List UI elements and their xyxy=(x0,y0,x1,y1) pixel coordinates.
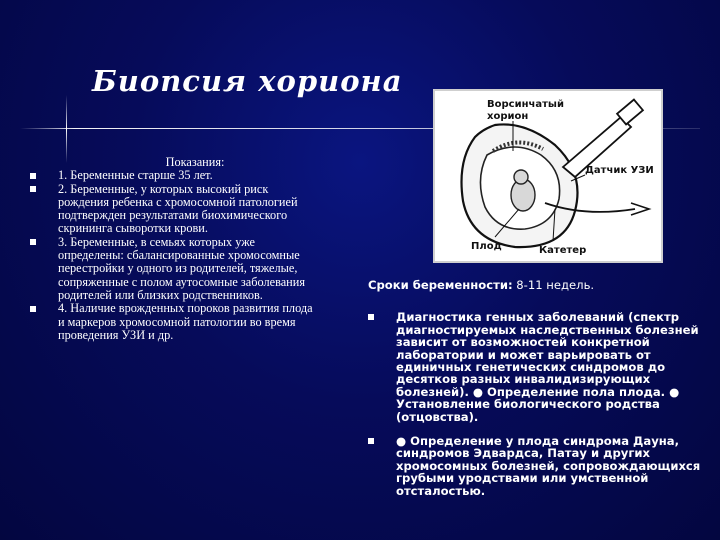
label-uzi-probe: Датчик УЗИ xyxy=(585,165,654,176)
slide-title: Биопсия хориона xyxy=(92,64,403,98)
pregnancy-terms xyxy=(368,279,708,291)
terms-label: Сроки беременности: xyxy=(368,278,513,292)
indication-item xyxy=(30,169,320,182)
diagnostic-text: ● Определение у плода синдрома Дауна, синдромов Эдвардса, Патау и других хромосомных болезней, сопровождающихся грубыми уродствами или умственной отсталостью. xyxy=(396,434,701,498)
indication-text: 1. Беременные старше 35 лет. xyxy=(58,168,213,183)
indication-item xyxy=(30,236,320,302)
square-bullet-icon xyxy=(30,186,36,192)
indication-item xyxy=(30,302,320,342)
diagnostic-item xyxy=(368,311,708,423)
indications-heading: Показания: xyxy=(165,155,225,169)
square-bullet-icon xyxy=(30,239,36,245)
square-bullet-icon xyxy=(30,306,36,312)
square-bullet-icon xyxy=(30,173,36,179)
label-catheter: Катетер xyxy=(539,245,587,256)
label-chorion-1: Ворсинчатый xyxy=(487,99,564,110)
label-fetus: Плод xyxy=(471,241,502,252)
indication-text: 3. Беременные, в семьях которых уже определены: сбалансированные хромосомные перестройки у одного из родителей, тяжелые, сопряженные с полом аутосомные заболевания родителей или близких родственников. xyxy=(58,234,305,302)
diagnostics-block xyxy=(368,279,708,509)
fetus-head xyxy=(514,170,528,184)
diagnostic-text: Диагностика генных заболеваний (спектр диагностируемых наследственных болезней зависит от возможностей конкретной лаборатории и может варьировать от единичных генетических синдромов до десятков разных инвалидизирующих болезней). ● Определение пола плода. ● Установление биологического родства (отцовства). xyxy=(396,310,699,424)
chorion-biopsy-diagram xyxy=(433,89,663,263)
square-bullet-icon xyxy=(368,438,374,444)
terms-value: 8-11 недель. xyxy=(516,278,595,292)
indication-item xyxy=(30,183,320,236)
indication-text: 2. Беременные, у которых высокий риск рождения ребенка с хромосомной патологией подтвержден результатами биохимического скрининга сыворотки крови. xyxy=(58,181,298,236)
diagnostic-item xyxy=(368,435,708,497)
decorative-vertical-line xyxy=(66,95,67,163)
indication-text: 4. Наличие врожденных пороков развития плода и маркеров хромосомной патологии во время проведения УЗИ и др. xyxy=(58,301,313,342)
indications-block xyxy=(30,156,320,342)
label-chorion-2: хорион xyxy=(487,111,529,122)
square-bullet-icon xyxy=(368,314,374,320)
